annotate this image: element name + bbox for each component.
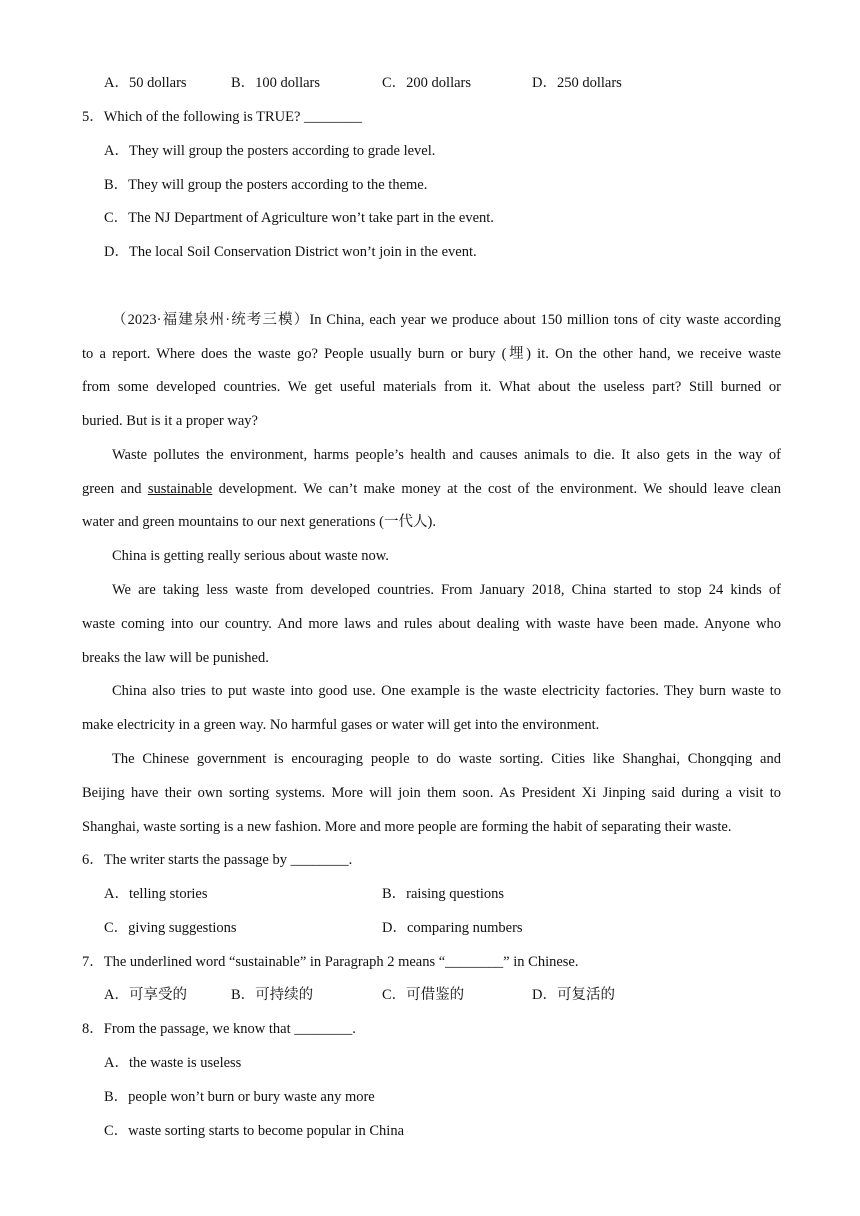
q6-option-d: D．comparing numbers	[382, 920, 523, 936]
q8-stem: 8．From the passage, we know that ________.	[82, 1021, 356, 1037]
q6-option-a: A．telling stories	[104, 886, 208, 902]
q4-option-a: A．50 dollars	[104, 75, 187, 91]
passage-p6-line2: Beijing have their own sorting systems. More will join them soon. As President Xi Jinping said during a visit to	[82, 785, 781, 801]
passage-p2-line2-pre: green and	[82, 481, 148, 497]
q7-option-b: B．可持续的	[231, 987, 314, 1003]
q5-option-c: C．The NJ Department of Agriculture won’t take part in the event.	[104, 210, 494, 226]
q6-stem: 6．The writer starts the passage by ________.	[82, 852, 353, 868]
q7-option-d: D．可复活的	[532, 987, 615, 1003]
passage-p2-line3: water and green mountains to our next generations (一代人).	[82, 514, 436, 530]
passage-p2-line2	[82, 479, 781, 499]
passage-p3: China is getting really serious about waste now.	[112, 548, 389, 564]
q8-option-b: B．people won’t burn or bury waste any more	[104, 1089, 375, 1105]
passage-p5-line1: China also tries to put waste into good use. One example is the waste electricity factories. They burn waste to	[112, 683, 781, 699]
passage-p6-line1: The Chinese government is encouraging people to do waste sorting. Cities like Shanghai, Chongqing and	[112, 751, 781, 767]
q6-option-c: C．giving suggestions	[104, 920, 237, 936]
q7-option-a: A．可享受的	[104, 987, 187, 1003]
passage-p4-line2: waste coming into our country. And more laws and rules about dealing with waste have been made. Anyone who	[82, 616, 781, 632]
q5-stem: 5．Which of the following is TRUE? ________	[82, 109, 363, 125]
q7-option-c: C．可借鉴的	[382, 987, 465, 1003]
q7-stem: 7．The underlined word “sustainable” in Paragraph 2 means “________” in Chinese.	[82, 954, 579, 970]
q8-option-a: A．the waste is useless	[104, 1055, 242, 1071]
passage-p2-line1: Waste pollutes the environment, harms people’s health and causes animals to die. It also gets in the way of	[112, 447, 781, 463]
q5-option-d: D．The local Soil Conservation District won’t join in the event.	[104, 244, 477, 260]
q4-option-c: C．200 dollars	[382, 75, 472, 91]
underlined-word: sustainable	[147, 481, 213, 497]
q5-option-a: A．They will group the posters according to grade level.	[104, 143, 436, 159]
passage-p5-line2: make electricity in a green way. No harmful gases or water will get into the environment.	[82, 717, 600, 733]
passage-p1-line1: （2023·福建泉州·统考三模）In China, each year we produce about 150 million tons of city waste according	[112, 312, 781, 328]
q4-option-d: D．250 dollars	[532, 75, 622, 91]
q4-option-b: B．100 dollars	[231, 75, 321, 91]
q6-option-b: B．raising questions	[382, 886, 505, 902]
passage-p1-line3: from some developed countries. We get useful materials from it. What about the useless part? Still burned or	[82, 379, 781, 395]
passage-p4-line3: breaks the law will be punished.	[82, 650, 269, 666]
q8-option-c: C．waste sorting starts to become popular in China	[104, 1123, 405, 1139]
passage-p1-line4: buried. But is it a proper way?	[82, 413, 258, 429]
passage-p4-line1: We are taking less waste from developed countries. From January 2018, China started to stop 24 kinds of	[112, 582, 781, 598]
passage-p1-line2: to a report. Where does the waste go? People usually burn or bury (埋) it. On the other hand, we receive waste	[82, 346, 781, 362]
q5-option-b: B．They will group the posters according to the theme.	[104, 177, 428, 193]
passage-p2-line2-post: development. We can’t make money at the cost of the environment. We should leave clean	[212, 481, 781, 497]
passage-p6-line3: Shanghai, waste sorting is a new fashion. More and more people are forming the habit of separating their waste.	[82, 819, 732, 835]
